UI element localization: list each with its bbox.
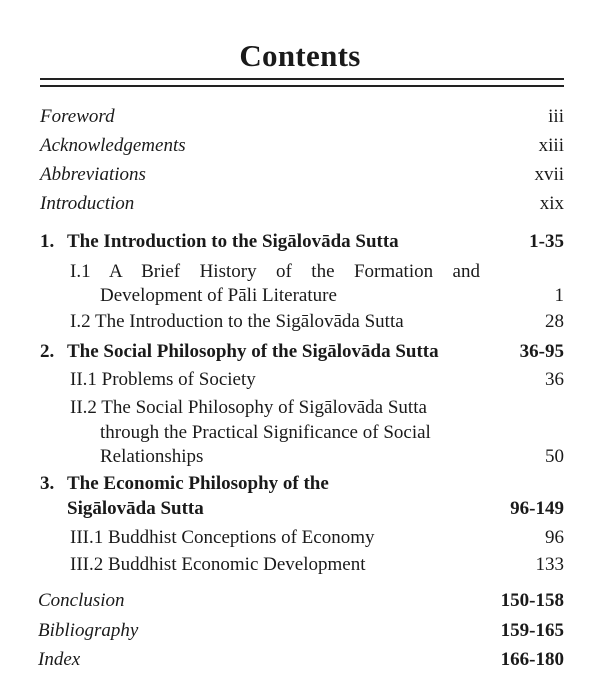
toc-entry-abbreviations xyxy=(40,164,564,190)
section-page: 96 xyxy=(545,527,564,548)
toc-section-3-1 xyxy=(40,527,564,553)
toc-entry-page: 166-180 xyxy=(500,649,564,670)
toc-section-2-1 xyxy=(40,369,564,395)
toc-section-3-2 xyxy=(40,554,564,580)
toc-chapter-1 xyxy=(40,231,564,257)
toc-section-1-2 xyxy=(40,311,564,337)
toc-section-2-2 xyxy=(40,397,564,423)
chapter-number: 2. xyxy=(40,341,55,362)
title-rule-top xyxy=(40,78,564,80)
chapter-pages: 96-149 xyxy=(510,498,564,519)
section-page: 36 xyxy=(545,369,564,390)
chapter-title: Sigālovāda Sutta xyxy=(67,498,204,519)
chapter-title: The Social Philosophy of the Sigālovāda Sutta xyxy=(67,341,439,362)
section-title-line: III.1 Buddhist Conceptions of Economy xyxy=(70,527,375,548)
chapter-number: 1. xyxy=(40,231,55,252)
toc-entry-label: Foreword xyxy=(40,106,115,127)
section-title-line: I.2 The Introduction to the Sigālovāda Sutta xyxy=(70,311,404,332)
section-title-line: through the Practical Significance of Social xyxy=(100,422,431,443)
title-rule-bottom xyxy=(40,85,564,87)
page-title: Contents xyxy=(239,38,361,73)
toc-entry-page: xix xyxy=(539,193,564,214)
toc-entry-bibliography xyxy=(38,620,564,646)
chapter-title: The Introduction to the Sigālovāda Sutta xyxy=(67,231,399,252)
section-title-line: Relationships xyxy=(100,446,204,467)
section-title-line: Development of Pāli Literature xyxy=(100,285,337,306)
toc-chapter-3-cont xyxy=(40,498,564,524)
toc-entry-page: xvii xyxy=(534,164,564,185)
toc-entry-index xyxy=(38,649,564,675)
toc-entry-acknowledgements xyxy=(40,135,564,161)
toc-entry-conclusion xyxy=(38,590,564,616)
toc-entry-page: iii xyxy=(548,106,564,127)
toc-entry-page: 159-165 xyxy=(500,620,564,641)
toc-chapter-2 xyxy=(40,341,564,367)
toc-section-1-1 xyxy=(40,261,564,287)
section-title-line: II.2 The Social Philosophy of Sigālovāda Sutta xyxy=(70,397,427,418)
toc-entry-page: 150-158 xyxy=(500,590,564,611)
toc-entry-label: Introduction xyxy=(40,193,135,214)
section-title-line: I.1 A Brief History of the Formation and xyxy=(70,261,480,282)
toc-section-1-1-cont xyxy=(40,285,564,311)
toc-entry-foreword xyxy=(40,106,564,132)
toc-entry-label: Index xyxy=(38,649,81,670)
chapter-title: The Economic Philosophy of the xyxy=(67,473,329,494)
toc-entry-label: Acknowledgements xyxy=(40,135,186,156)
section-page: 1 xyxy=(554,285,564,306)
toc-section-2-2-cont2 xyxy=(40,446,564,472)
toc-entry-label: Conclusion xyxy=(38,590,125,611)
section-page: 50 xyxy=(545,446,564,467)
section-title-line: II.1 Problems of Society xyxy=(70,369,256,390)
toc-entry-page: xiii xyxy=(538,135,564,156)
toc-chapter-3 xyxy=(40,473,564,499)
toc-section-2-2-cont1 xyxy=(40,422,564,448)
toc-entry-introduction xyxy=(40,193,564,219)
section-page: 28 xyxy=(545,311,564,332)
toc-entry-label: Abbreviations xyxy=(40,164,146,185)
chapter-pages: 1-35 xyxy=(529,231,564,252)
section-title-line: III.2 Buddhist Economic Development xyxy=(70,554,366,575)
chapter-pages: 36-95 xyxy=(519,341,564,362)
chapter-number: 3. xyxy=(40,473,55,494)
toc-entry-label: Bibliography xyxy=(38,620,139,641)
section-page: 133 xyxy=(535,554,564,575)
